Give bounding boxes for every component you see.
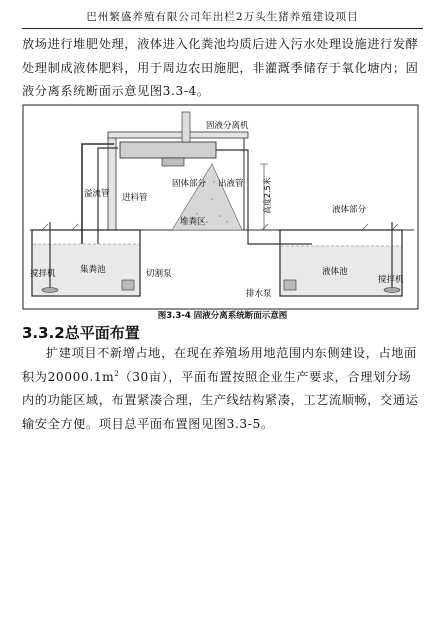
label-outlet: 出液管: [218, 179, 244, 189]
section-heading: 3.3.2总平面布置: [22, 324, 140, 342]
label-liquid-part: 液体部分: [332, 205, 367, 215]
area-superscript: 2: [114, 369, 120, 378]
building-left-wall: [108, 136, 116, 230]
building-roof: [108, 132, 248, 138]
label-mixer-right: 搅拌机: [378, 275, 404, 285]
layout-text-before: 扩建项目不新增占地，在现在养殖场用地范围内东侧建设，占地面积为20000.1m: [22, 346, 417, 384]
drain-pump: [284, 280, 296, 290]
figure-caption: 图3.3-4 固液分离系统断面示意图: [157, 311, 288, 321]
separator-column: [182, 112, 190, 142]
page-header: [22, 6, 423, 29]
cutter-pump: [122, 280, 134, 290]
label-liquid-pool: 液体池: [322, 267, 348, 277]
mixer-right-blade: [384, 288, 400, 293]
separator-base: [162, 158, 184, 166]
label-separator: 固液分离机: [206, 121, 249, 131]
label-overflow: 溢流管: [84, 189, 110, 199]
label-collect: 集粪池: [80, 265, 106, 275]
mixer-left-blade: [42, 288, 58, 293]
figure-separation-system: [22, 104, 419, 310]
label-pump: 切割泵: [146, 269, 172, 279]
label-solid: 固体部分: [172, 179, 207, 189]
label-drain: 排水泵: [246, 289, 272, 299]
label-height: 高度2.5米: [263, 177, 272, 214]
layout-text-after: （30亩），平面布置按照企业生产要求，合理划分场内的功能区域，布置紧凑合理，生产线结构紧凑，工艺流顺畅，交通运输安全方便。项目总平面布置图见图3.3-5。: [22, 369, 419, 431]
paragraph-separation: 放场进行堆肥处理，液体进入化粪池均质后进入污水处理设施进行发酵处理制成液体肥料，用于周边农田施肥，非灌溉季储存于氧化塘内；固液分离系统断面示意见图3.3-4。: [22, 37, 419, 98]
figure-diagram: [22, 104, 419, 310]
paragraph-layout: [22, 342, 423, 436]
separator-machine: [120, 142, 216, 158]
label-feed: 进料管: [122, 193, 148, 203]
label-mixer-left: 搅拌机: [30, 269, 56, 279]
label-pile: 堆粪区: [180, 217, 206, 227]
header-title: 巴州繁盛养殖有限公司年出栏2万头生猪养殖建设项目: [86, 11, 359, 23]
